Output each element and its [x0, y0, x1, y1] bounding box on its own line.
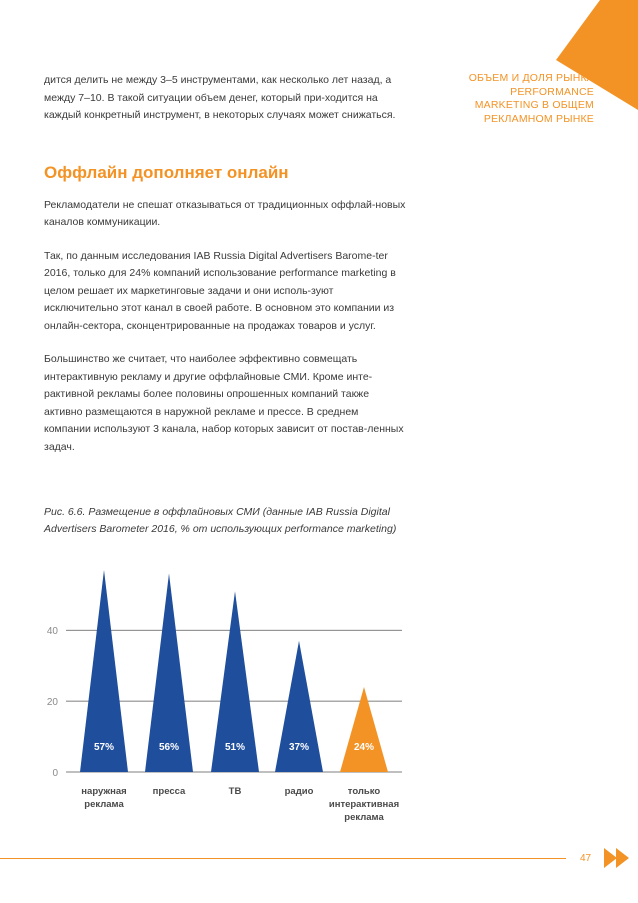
section-label-line: MARKETING В ОБЩЕМ	[474, 99, 594, 111]
x-category-label: реклама	[84, 799, 124, 810]
page-number: 47	[580, 853, 592, 864]
x-category-label: только	[347, 786, 381, 797]
chart-bar	[340, 687, 388, 772]
intro-paragraph: дится делить не между 3–5 инструментами, как несколько лет назад, а между 7–10. В такой ситуации объем денег, который при-ходится на каждый конкретный инструмент, в некоторых случаях может снижаться.	[44, 74, 396, 121]
section-label-line: PERFORMANCE	[510, 85, 594, 98]
bar-value-label: 57%	[93, 742, 115, 753]
body-paragraph: Так, по данным исследования IAB Russia Digital Advertisers Barome-ter 2016, только для 24% компаний использование performance marketing в целом решает их маркетинговые задачи и они исполь-зуют исключительно этот канал в своей работе. В основном это компании из онлайн-сектора, сконцентрированные на продажах товаров и услуг.	[44, 249, 396, 332]
body-paragraph: Большинство же считает, что наиболее эффективно совмещать интерактивную рекламу и другие оффлайновые СМИ. Кроме инте-рактивной рекламы более половины опрошенных компаний также активно размещаются в наружной рекламе и прессе. В среднем компании используют 3 канала, набор которых зависит от постав-ленных задач.	[44, 353, 404, 453]
x-category-label: радио	[284, 786, 314, 797]
x-category-label: интерактивная	[328, 799, 400, 810]
bar-chart	[36, 560, 416, 830]
main-text-column	[44, 72, 406, 472]
bar-value-label: 37%	[288, 742, 310, 753]
figure-caption: Рис. 6.6. Размещение в оффлайновых СМИ (данные IAB Russia Digital Advertisers Barometer 2016, % от использующих performance marketing)	[44, 506, 397, 535]
x-category-label: пресса	[152, 786, 186, 797]
bar-value-label: 56%	[158, 742, 180, 753]
x-category-label: реклама	[344, 812, 384, 823]
x-category-label: наружная	[81, 786, 127, 797]
bar-value-label: 51%	[224, 742, 246, 753]
body-paragraph: Рекламодатели не спешат отказываться от традиционных оффлай-новых каналов коммуникации.	[44, 198, 406, 228]
x-category-label: ТВ	[228, 786, 242, 797]
y-tick-label: 40	[46, 626, 58, 638]
section-heading: Оффлайн дополняет онлайн	[44, 162, 289, 182]
section-label-line: ОБЪЕМ И ДОЛЯ РЫНКА	[468, 72, 594, 84]
section-label	[434, 72, 594, 126]
footer-divider	[0, 858, 566, 859]
y-tick-label: 20	[46, 697, 58, 709]
section-label-line: РЕКЛАМНОМ РЫНКЕ	[483, 112, 594, 125]
bar-value-label: 24%	[353, 742, 375, 753]
next-arrows-icon	[604, 848, 634, 868]
y-tick-label: 0	[52, 768, 58, 779]
